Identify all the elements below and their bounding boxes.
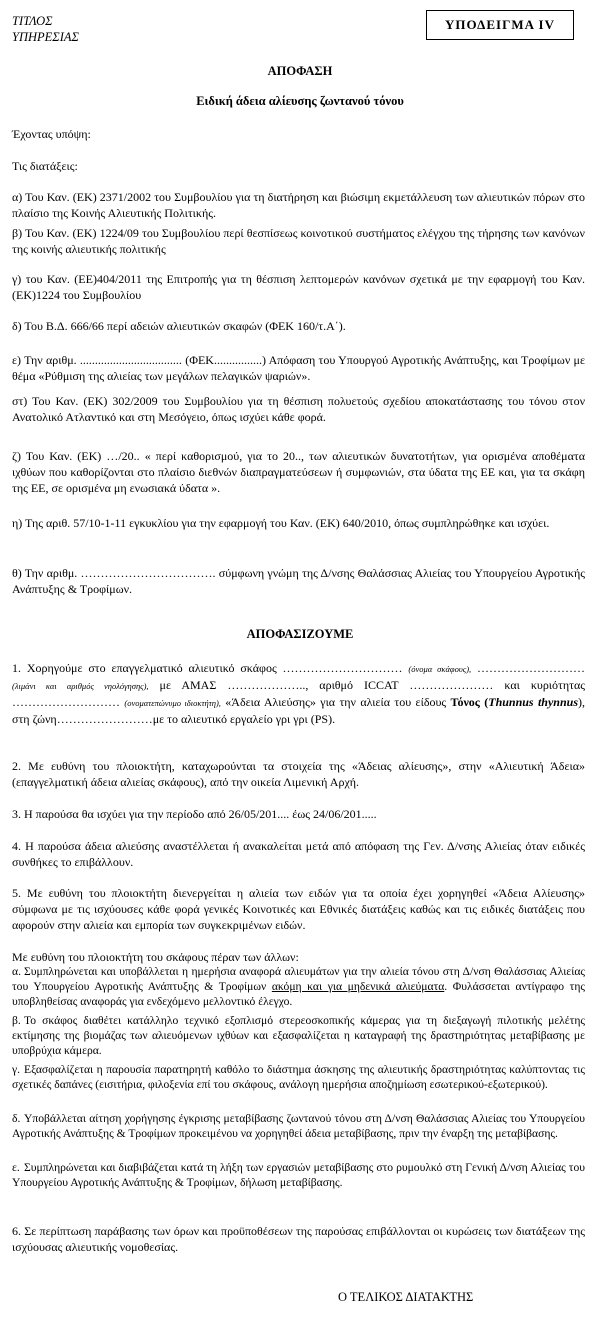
document-title: ΑΠΟΦΑΣΗ bbox=[267, 64, 333, 78]
item-6: 6. Σε περίπτωση παράβασης των όρων και προϋποθέσεων της παρούσας επιβάλλονται οι κυρώσεις των διατάξεων της ισχύουσας αλιευτικής νομοθεσίας. bbox=[12, 1224, 585, 1254]
item-2: 2. Με ευθύνη του πλοιοκτήτη, καταχωρούνται τα στοιχεία της «Άδειας αλίευσης», στην «Αλιευτική Άδεια» (επαγγελματική άδεια αλιείας σκάφους), από την οικεία Λιμενική Αρχή. bbox=[12, 759, 585, 789]
subitem-c bbox=[12, 1062, 585, 1092]
subitem-b-label: β. bbox=[12, 1014, 21, 1027]
service-title-line2: ΥΠΗΡΕΣΙΑΣ bbox=[12, 30, 79, 44]
subitem-d bbox=[12, 1111, 585, 1141]
subitem-d-label: δ. bbox=[12, 1112, 21, 1125]
item-1-text-3: με ΑΜΑΣ ……………….., αριθμό ICCAT ………………… και κυριότητας ……………………… bbox=[12, 678, 585, 709]
subitem-b-text: Το σκάφος διαθέτει κατάλληλο τεχνικό εξοπλισμό στερεοσκοπικής κάμερας για τη διεξαγωγή πιλοτικής μελέτης εκτίμησης της βιομάζας των αλιευόμενων ιχθύων και εξασφαλίζεται η καταγραφή της δραστηριότητας μεταβίβασης με υποβρύχια κάμερα. bbox=[12, 1014, 585, 1057]
item-4: 4. Η παρούσα άδεια αλιεύσης αναστέλλεται ή ανακαλείται μετά από απόφαση της Γεν. Δ/νσης Αλιείας όταν ειδικές συνθήκες το επιβάλλουν. bbox=[12, 839, 585, 869]
item-5: 5. Με ευθύνη του πλοιοκτήτη διενεργείται η αλιεία των ειδών για τα οποία έχει χορηγηθεί «Άδεια Αλίευσης» σύμφωνα με τις ισχύουσες κάθε φορά γενικές Κοινοτικές και Εθνικές διατάξεις καθώς και τις ειδικές διατάξεις που αφορούν στην αλιεία και εμπορία των συγκεκριμένων ειδών. bbox=[12, 886, 585, 932]
provision-b: β) Του Καν. (ΕΚ) 1224/09 του Συμβουλίου περί θεσπίσεως κοινοτικού συστήματος ελέγχου της τήρησης των κανόνων της κοινής αλιευτικής πολιτικής bbox=[12, 226, 585, 256]
item-1-text-4: «Άδεια Αλιεύσης» για την αλιεία του είδους bbox=[220, 695, 451, 709]
provision-d: δ) Του Β.Δ. 666/66 περί αδειών αλιευτικών σκαφών (ΦΕΚ 160/τ.Α΄). bbox=[12, 319, 346, 333]
provision-th: θ) Την αριθμ. ……………………………. σύμφωνη γνώμη της Δ/νσης Θαλάσσιας Αλιείας του Υπουργείου Αγροτικής Ανάπτυξης & Τροφίμων. bbox=[12, 566, 585, 596]
subitem-a-text-1: Συμπληρώνεται και υποβάλλεται η ημερήσια αναφορά αλιευμάτων για την αλιεία τόνου στη Δ/νση Θαλάσσιας Αλιείας του Υπουργείου Αγροτικής Ανάπτυξης & Τροφίμων bbox=[12, 965, 585, 993]
model-label-box bbox=[426, 10, 574, 40]
subitem-e-text: Συμπληρώνεται και διαβιβάζεται κατά τη λήξη των εργασιών μεταβίβασης στο ρυμουλκό στη Γενική Δ/νση Αλιείας του Υπουργείου Αγροτικής Ανάπτυξης & Τροφίμων, δήλωση μεταβίβασης. bbox=[12, 1161, 585, 1189]
provisions-intro: Τις διατάξεις: bbox=[12, 159, 78, 173]
item-3: 3. Η παρούσα θα ισχύει για την περίοδο από 26/05/201.... έως 24/06/201..... bbox=[12, 807, 377, 821]
subitem-c-text: Εξασφαλίζεται η παρουσία παρατηρητή καθόλο το διάστημα άσκησης της αλιευτικής δραστηριότητας καλύπτοντας τις σχετικές δαπάνες (εισιτήρια, φιλοξενία επί του σκάφους, ανάλογη ημερήσια αποζημίωση εσωτερικού-εξωτερικού). bbox=[12, 1063, 585, 1091]
subitem-b bbox=[12, 1013, 585, 1058]
item-1-latin-name: Thunnus thynnus bbox=[488, 695, 578, 709]
document-subtitle: Ειδική άδεια αλίευσης ζωντανού τόνου bbox=[196, 94, 404, 108]
subitem-e bbox=[12, 1160, 585, 1190]
item-1-species: Τόνος bbox=[450, 695, 480, 709]
provision-st: στ) Του Καν. (ΕΚ) 302/2009 του Συμβουλίου για τη θέσπιση πολυετούς σχεδίου αποκατάστασης του τόνου στον Ανατολικό Ατλαντικό και στη Μεσόγειο, όπως ισχύει κάθε φορά. bbox=[12, 394, 585, 424]
model-label: ΥΠΟΔΕΙΓΜΑ IV bbox=[445, 17, 555, 32]
item-1-text-2: ……………………… bbox=[471, 661, 586, 675]
owner-intro: Με ευθύνη του πλοιοκτήτη του σκάφους πέραν των άλλων: bbox=[12, 950, 299, 964]
provision-c: γ) του Καν. (ΕΕ)404/2011 της Επιτροπής για τη θέσπιση λεπτομερών κανόνων σχετικά με την εφαρμογή του Καν.(ΕΚ)1224 του Συμβουλίου bbox=[12, 272, 585, 302]
subitem-c-label: γ. bbox=[12, 1063, 21, 1076]
considering-label: Έχοντας υπόψη: bbox=[12, 127, 91, 141]
provision-z: ζ) Του Καν. (ΕΚ) …/20.. « περί καθορισμού, για το 20.., των αλιευτικών δυνατοτήτων, για ορισμένα αποθέματα ιχθύων που καθορίζονται στο πλαίσιο διεθνών διαπραγματεύσεων ή συμφωνιών, στα ύδατα της ΕΕ και, για τα σκάφη της ΕΕ, σε ορισμένα μη ενωσιακά ύδατα ». bbox=[12, 449, 585, 495]
subitem-e-label: ε. bbox=[12, 1161, 20, 1174]
item-1-note-port: (λιμάνι και αριθμός νηολόγησης), bbox=[12, 681, 149, 691]
subitem-a-label: α. bbox=[12, 965, 21, 978]
signatory-title: Ο ΤΕΛΙΚΟΣ ΔΙΑΤΑΚΤΗΣ bbox=[338, 1290, 474, 1304]
provision-e: ε) Την αριθμ. .................................. (ΦΕΚ................) Απόφαση του Υπουργού Αγροτικής Ανάπτυξης, και Τροφίμων με θέμα «Ρύθμιση της αλιείας των μεγάλων πελαγικών ψαριών». bbox=[12, 353, 585, 383]
subitem-a bbox=[12, 964, 585, 1009]
item-1-text-1: 1. Χορηγούμε στο επαγγελματικό αλιευτικό σκάφος ………………………… bbox=[12, 661, 409, 675]
item-1-note-owner: (ονοματεπώνυμο ιδιοκτήτη), bbox=[124, 698, 221, 708]
subitem-a-text-2: . Φυλάσσεται αντίγραφο της υποβληθείσας αναφοράς για ενδεχόμενο μελλοντικό έλεγχο. bbox=[12, 980, 585, 1008]
item-1-note-vessel: (όνομα σκάφους), bbox=[408, 664, 472, 674]
provision-a: α) Του Καν. (ΕΚ) 2371/2002 του Συμβουλίου για τη διατήρηση και βιώσιμη εκμετάλλευση των αλιευτικών πόρων στο πλαίσιο της Κοινής Αλιευτικής Πολιτικής. bbox=[12, 190, 585, 220]
provision-i: η) Της αριθ. 57/10-1-11 εγκυκλίου για την εφαρμογή του Καν. (ΕΚ) 640/2010, όπως συμπληρώθηκε και ισχύει. bbox=[12, 516, 550, 530]
service-title bbox=[12, 13, 79, 45]
decide-title: ΑΠΟΦΑΣΙΖΟΥΜΕ bbox=[246, 627, 354, 641]
item-1-text-6: ), στη ζώνη……………………με το αλιευτικό εργαλείο γρι γρι (PS). bbox=[12, 695, 585, 726]
item-1-text-5: ( bbox=[479, 695, 489, 709]
subitem-d-text: Υποβάλλεται αίτηση χορήγησης έγκρισης μεταβίβασης ζωντανού τόνου στη Δ/νση Θαλάσσιας Αλιείας του Υπουργείου Αγροτικής Ανάπτυξης & Τροφίμων προκειμένου να χορηγηθεί άδεια μεταβίβασης, πριν την έναρξη της μεταβίβασης. bbox=[12, 1112, 585, 1140]
item-1 bbox=[12, 660, 585, 727]
service-title-line1: ΤΙΤΛΟΣ bbox=[12, 14, 53, 28]
subitem-a-underline: ακόμη και για μηδενικά αλιεύματα bbox=[271, 980, 445, 993]
